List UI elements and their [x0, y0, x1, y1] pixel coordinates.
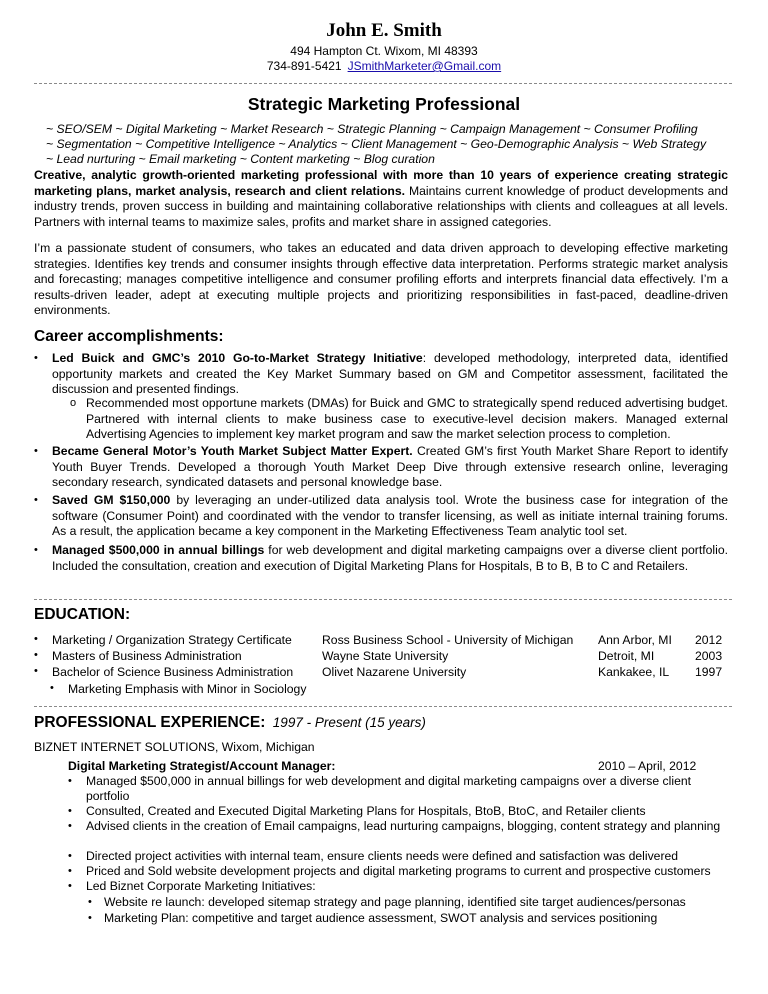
- education-row: [34, 649, 734, 665]
- education-row: [34, 633, 734, 649]
- experience-item: Consulted, Created and Executed Digital Marketing Plans for Hospitals, BtoB, BtoC, and Retailer clients: [86, 804, 646, 818]
- bullet-icon: •: [34, 494, 38, 506]
- degree: Marketing / Organization Strategy Certificate: [52, 633, 292, 647]
- experience-item: Directed project activities with internal team, ensure clients needs were defined and satisfaction was delivered: [86, 849, 679, 863]
- bullet-icon: •: [34, 665, 38, 677]
- year: 2003: [695, 649, 723, 663]
- education-row: [34, 665, 734, 681]
- year: 2012: [695, 633, 723, 647]
- location: Ann Arbor, MI: [598, 633, 672, 647]
- divider: [34, 83, 732, 84]
- bullet-icon: •: [34, 633, 38, 645]
- bullet-icon: •: [34, 544, 38, 556]
- bullet-icon: •: [34, 352, 38, 364]
- experience-sub-item: Marketing Plan: competitive and target audience assessment, SWOT analysis and services positioning: [104, 911, 658, 925]
- year: 1997: [695, 665, 723, 679]
- education-note-text: Marketing Emphasis with Minor in Sociology: [68, 682, 307, 696]
- degree: Bachelor of Science Business Administration: [52, 665, 294, 679]
- bullet-icon: •: [88, 912, 92, 924]
- address: 494 Hampton Ct. Wixom, MI 48393: [290, 44, 478, 58]
- accomplishment-item: Saved GM $150,000 by leveraging an under-utilized data analysis tool. Wrote the business case for integration of the software (Consumer Point) and coordinated with the vendor to transfer licensing, as well as initiate internal training forums. As a result, the application became a key component in the Marketing Effectiveness Team analytic tool set.: [52, 493, 728, 539]
- degree: Masters of Business Administration: [52, 649, 242, 663]
- section-title-accomplishments: Career accomplishments:: [34, 328, 224, 345]
- accomplishment-item: Led Buick and GMC’s 2010 Go-to-Market Strategy Initiative: developed methodology, interpreted data, identified opportunity markets and created the Key Market Summary based on GM and Competitor assessment, facilitated the discussion and presented findings.: [52, 351, 728, 397]
- bullet-icon: •: [68, 865, 72, 877]
- experience-item: Led Biznet Corporate Marketing Initiatives:: [86, 879, 316, 893]
- experience-item: Advised clients in the creation of Email campaigns, lead nurturing campaigns, blogging, content strategy and planning: [86, 819, 721, 833]
- phone: 734-891-5421: [266, 59, 342, 73]
- divider: [34, 706, 732, 707]
- section-title-education: EDUCATION:: [34, 606, 131, 623]
- accomplishment-sub-item: Recommended most opportune markets (DMAs) for Buick and GMC to strategically spend reduced advertising budget. Partnered with internal clients to make business case to executive-level decision makers. Managed external Advertising Agencies to implement key market program and saw the market selection process to completion.: [86, 396, 728, 442]
- experience-item: Managed $500,000 in annual billings for web development and digital marketing campaigns over a diverse client portfolio: [86, 774, 692, 804]
- school: Olivet Nazarene University: [322, 665, 467, 679]
- email-link[interactable]: JSmithMarketer@Gmail.com: [347, 59, 502, 73]
- bullet-icon: •: [34, 649, 38, 661]
- experience-item: Priced and Sold website development projects and digital marketing programs to current and prospective customers: [86, 864, 711, 878]
- headline: Strategic Marketing Professional: [247, 94, 521, 114]
- keyword-line: ~ SEO/SEM ~ Digital Marketing ~ Market Research ~ Strategic Planning ~ Campaign Management ~ Consumer Profiling: [46, 122, 698, 136]
- keyword-line: ~ Segmentation ~ Competitive Intelligence ~ Analytics ~ Client Management ~ Geo-Demographic Analysis ~ Web Strategy: [46, 137, 707, 151]
- job-title: Digital Marketing Strategist/Account Manager:: [68, 759, 336, 773]
- bullet-icon: •: [68, 805, 72, 817]
- contact-line: [0, 59, 768, 73]
- bullet-icon: •: [68, 850, 72, 862]
- education-note: [34, 682, 734, 698]
- summary-paragraph: [34, 168, 728, 230]
- experience-header: [34, 714, 426, 732]
- bullet-icon: •: [68, 775, 72, 787]
- accomplishment-item: Managed $500,000 in annual billings for web development and digital marketing campaigns over a diverse client portfolio. Included the consultation, creation and execution of Digital Marketing Plans for Hospitals, B to B, B to C and Retailers.: [52, 543, 728, 573]
- summary-rest: Maintains current knowledge of product developments and industry trends, proven success in building and maintaining collaborative relationships with clients and colleagues at all levels. Partners with internal teams to maximize sales, profits and market share in assigned categories.: [34, 183, 728, 229]
- divider: [34, 599, 732, 600]
- experience-sub-item: Website re launch: developed sitemap strategy and page planning, identified site target audiences/personas: [104, 895, 686, 909]
- job-dates: 2010 – April, 2012: [598, 759, 697, 773]
- summary-paragraph-2: I’m a passionate student of consumers, who takes an educated and data driven approach to developing effective marketing strategies. Identifies key trends and consumer insights through effective data interpretation. Performs strategic market analysis and forecasting; manages competitive intelligence and consumer profiling efforts and interprets financial data effectively. I’m a results-driven leader, adept at executing multiple projects and prioritizing responsibilities in fast-paced, deadline-driven environments.: [34, 241, 728, 318]
- candidate-name: John E. Smith: [326, 20, 442, 41]
- company: BIZNET INTERNET SOLUTIONS, Wixom, Michigan: [34, 740, 315, 754]
- bullet-icon: •: [68, 820, 72, 832]
- sub-bullet-icon: o: [70, 397, 77, 409]
- experience-period: 1997 - Present (15 years): [272, 715, 426, 730]
- bullet-icon: •: [50, 682, 54, 694]
- location: Detroit, MI: [598, 649, 655, 663]
- bullet-icon: •: [34, 445, 38, 457]
- bullet-icon: •: [68, 880, 72, 892]
- keyword-line: ~ Lead nurturing ~ Email marketing ~ Content marketing ~ Blog curation: [46, 152, 435, 166]
- section-title-experience: PROFESSIONAL EXPERIENCE:: [34, 714, 266, 731]
- accomplishment-item: Became General Motor’s Youth Market Subject Matter Expert. Created GM’s first Youth Market Share Report to identify Youth Buyer Trends. Developed a thorough Youth Market Deep Dive through extensive research online, leveraging secondary research, syndicated datasets and personal knowledge base.: [52, 444, 728, 490]
- location: Kankakee, IL: [598, 665, 670, 679]
- bullet-icon: •: [88, 896, 92, 908]
- school: Wayne State University: [322, 649, 449, 663]
- school: Ross Business School - University of Michigan: [322, 633, 574, 647]
- summary-bold: Creative, analytic growth-oriented marketing professional with more than 10 years of experience creating strategic marketing plans, market analysis, research and client relations.: [34, 168, 728, 198]
